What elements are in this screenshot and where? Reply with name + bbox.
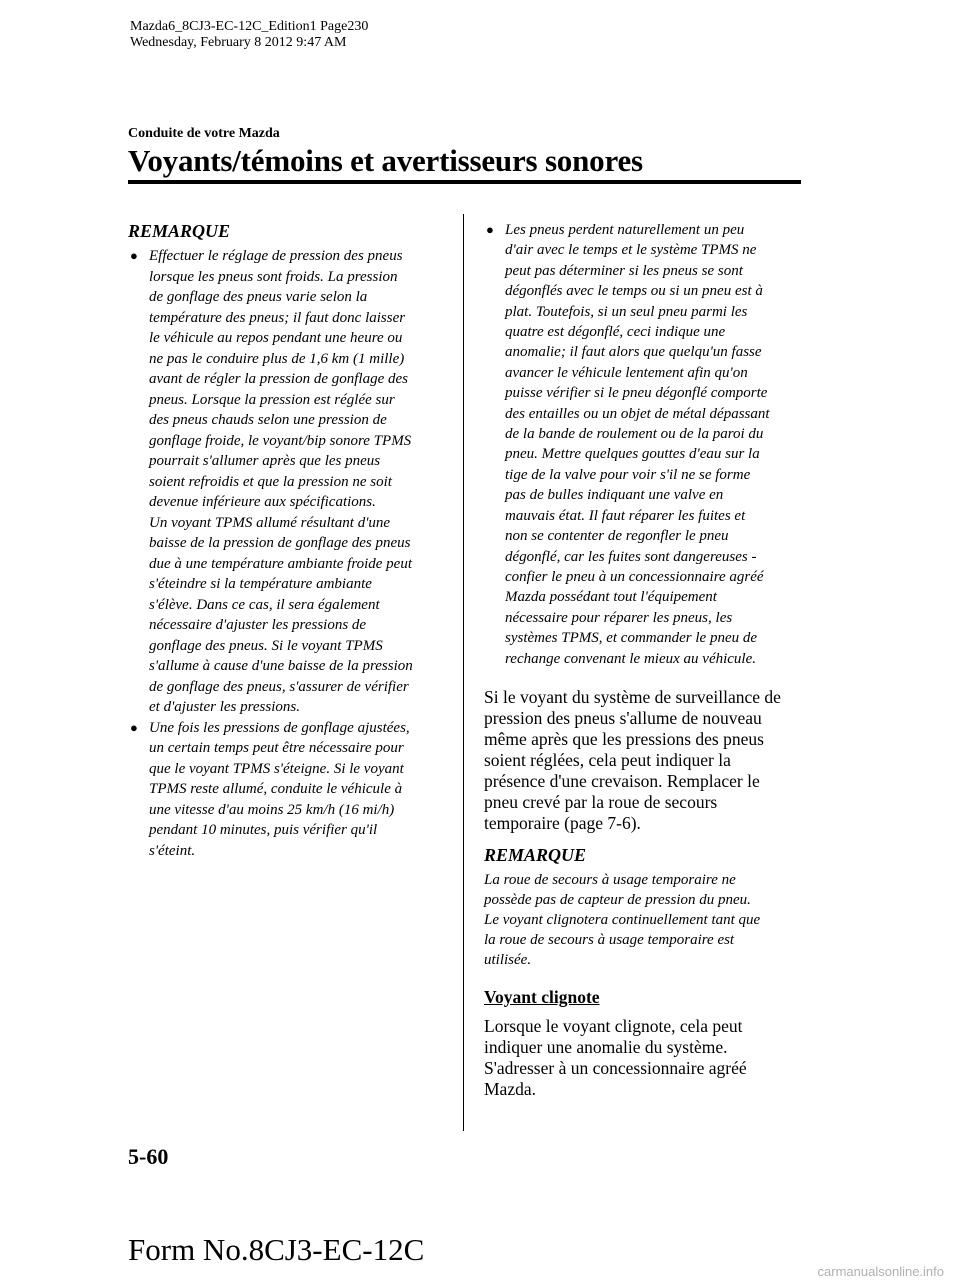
note-line: puisse vérifier si le pneu dégonflé comporte	[505, 385, 768, 402]
note-line: d'air avec le temps et le système TPMS ne	[505, 242, 757, 259]
remarque-item	[128, 718, 446, 862]
paragraph-crevaison	[484, 687, 804, 834]
note-line: s'élève. Dans ce cas, il sera également	[149, 596, 380, 613]
paragraph-line: S'adresser à un concessionnaire agréé	[484, 1057, 747, 1078]
note-line: nécessaire d'ajuster les pressions de	[149, 617, 367, 633]
note-line: tige de la valve pour voir s'il ne se forme	[505, 466, 751, 483]
note-line: s'éteint.	[149, 842, 196, 859]
note-line: avancer le véhicule lentement afin qu'on	[505, 364, 748, 381]
section-label: Conduite de votre Mazda	[128, 126, 280, 141]
note-line: des entailles ou un objet de métal dépassant	[505, 405, 770, 422]
note-line: dégonflé, car les fuites sont dangereuses -	[505, 548, 757, 565]
note-line: une vitesse d'au moins 25 km/h (16 mi/h)	[149, 801, 395, 818]
note-line: avant de régler la pression de gonflage des	[149, 371, 408, 387]
paragraph-line: indiquer une anomalie du système.	[484, 1036, 728, 1057]
note-line: pneu. Mettre quelques gouttes d'eau sur la	[505, 446, 760, 463]
note-line: de gonflage des pneus varie selon la	[149, 289, 368, 305]
note-line: gonflage des pneus. Si le voyant TPMS	[149, 637, 383, 654]
form-number: Form No.8CJ3-EC-12C	[128, 1232, 425, 1267]
note-line: de gonflage des pneus, s'assurer de vérifier	[149, 678, 409, 695]
paragraph-line: pneu crevé par la roue de secours	[484, 791, 718, 812]
page-title: Voyants/témoins et avertisseurs sonores	[128, 143, 643, 178]
note-line: quatre est dégonflé, ceci indique une	[505, 324, 726, 341]
note-line: confier le pneu à un concessionnaire agréé	[505, 568, 764, 585]
bullet-icon: ●	[130, 719, 138, 735]
remarque-list	[128, 246, 446, 861]
note-line: s'éteindre si la température ambiante	[149, 576, 372, 592]
remarque-heading: REMARQUE	[128, 221, 231, 241]
note-line: plat. Toutefois, si un seul pneu parmi les	[505, 303, 748, 320]
note-line: Effectuer le réglage de pression des pneus	[149, 248, 403, 264]
remarque-heading-2: REMARQUE	[484, 844, 587, 865]
note-line: rechange convenant le mieux au véhicule.	[505, 650, 757, 667]
note-line: possède pas de capteur de pression du pneu.	[484, 891, 751, 908]
note-line: systèmes TPMS, et commander le pneu de	[505, 630, 758, 647]
remarque-item	[128, 246, 446, 718]
note-line: la roue de secours à usage temporaire est	[484, 931, 735, 948]
note-line: baisse de la pression de gonflage des pneus	[149, 535, 411, 551]
note-line: ne pas le conduire plus de 1,6 km (1 mille)	[149, 350, 405, 367]
paragraph-line: pression des pneus s'allume de nouveau	[484, 707, 762, 728]
note-line: TPMS reste allumé, conduite le véhicule à	[149, 781, 403, 797]
note-line: non se contenter de regonfler le pneu	[505, 528, 729, 545]
note-line: un certain temps peut être nécessaire pour	[149, 740, 404, 756]
note-line: utilisée.	[484, 951, 532, 968]
note-line: s'allume à cause d'une baisse de la pression	[149, 658, 413, 674]
note-line: anomalie; il faut alors que quelqu'un fasse	[505, 344, 762, 361]
bullet-icon: ●	[486, 222, 494, 237]
note-line: nécessaire pour réparer les pneus, les	[505, 609, 733, 626]
note-line: température des pneus; il faut donc laisser	[149, 309, 406, 326]
remarque-list-continued	[484, 220, 804, 669]
note-line: pneus. Lorsque la pression est réglée sur	[149, 391, 395, 408]
note-line: des pneus chauds selon une pression de	[149, 412, 387, 428]
left-column	[128, 220, 446, 861]
note-line: lorsque les pneus sont froids. La pression	[149, 268, 398, 285]
note-line: Une fois les pressions de gonflage ajustées,	[149, 719, 410, 736]
paragraph-line: Lorsque le voyant clignote, cela peut	[484, 1015, 743, 1036]
paragraph-line: soient réglées, cela peut indiquer la	[484, 749, 731, 770]
note-line: et d'ajuster les pressions.	[149, 699, 300, 715]
paragraph-line: présence d'une crevaison. Remplacer le	[484, 770, 760, 791]
remarque-item	[484, 220, 804, 669]
note-line: soient refroidis et que la pression ne soit	[149, 473, 392, 490]
paragraph-line: même après que les pressions des pneus	[484, 728, 764, 749]
note-line: de la bande de roulement ou de la paroi du	[505, 426, 764, 443]
right-column	[484, 220, 804, 1100]
page-number: 5-60	[128, 1144, 169, 1169]
note-line: devenue inférieure aux spécifications.	[149, 494, 376, 510]
note-line: due à une température ambiante froide peut	[149, 555, 412, 572]
remarque-roue-secours	[484, 870, 804, 970]
title-rule	[128, 180, 801, 184]
paragraph-line: Si le voyant du système de surveillance de	[484, 686, 781, 707]
note-line: dégonflés avec le temps ou si un pneu est à	[505, 283, 763, 300]
column-divider	[463, 214, 464, 1131]
note-line: Mazda possédant tout l'équipement	[505, 589, 717, 606]
note-line: Le voyant clignotera continuellement tant que	[484, 911, 761, 928]
note-line: pas de bulles indiquant une valve en	[505, 487, 724, 504]
note-line: Les pneus perdent naturellement un peu	[505, 222, 745, 238]
print-header-line1: Mazda6_8CJ3-EC-12C_Edition1 Page230	[130, 19, 369, 34]
bullet-icon: ●	[130, 248, 138, 263]
paragraph-line: Mazda.	[484, 1078, 536, 1099]
subheading-voyant-clignote: Voyant clignote	[484, 986, 600, 1007]
print-header	[130, 19, 368, 51]
note-line: le véhicule au repos pendant une heure ou	[149, 330, 403, 346]
print-header-line2: Wednesday, February 8 2012 9:47 AM	[130, 35, 347, 50]
note-line: gonflage froide, le voyant/bip sonore TPMS	[149, 432, 412, 449]
note-line: Un voyant TPMS allumé résultant d'une	[149, 514, 391, 531]
note-line: mauvais état. Il faut réparer les fuites et	[505, 507, 746, 524]
note-line: pendant 10 minutes, puis vérifier qu'il	[149, 822, 378, 838]
note-line: peut pas déterminer si les pneus se sont	[505, 262, 743, 279]
watermark: carmanualsonline.info	[817, 1264, 944, 1279]
note-line: pourrait s'allumer après que les pneus	[149, 453, 381, 469]
note-line: que le voyant TPMS s'éteigne. Si le voyant	[149, 760, 404, 777]
paragraph-clignote	[484, 1016, 804, 1100]
note-line: La roue de secours à usage temporaire ne	[484, 871, 736, 888]
paragraph-line: temporaire (page 7-6).	[484, 812, 641, 833]
